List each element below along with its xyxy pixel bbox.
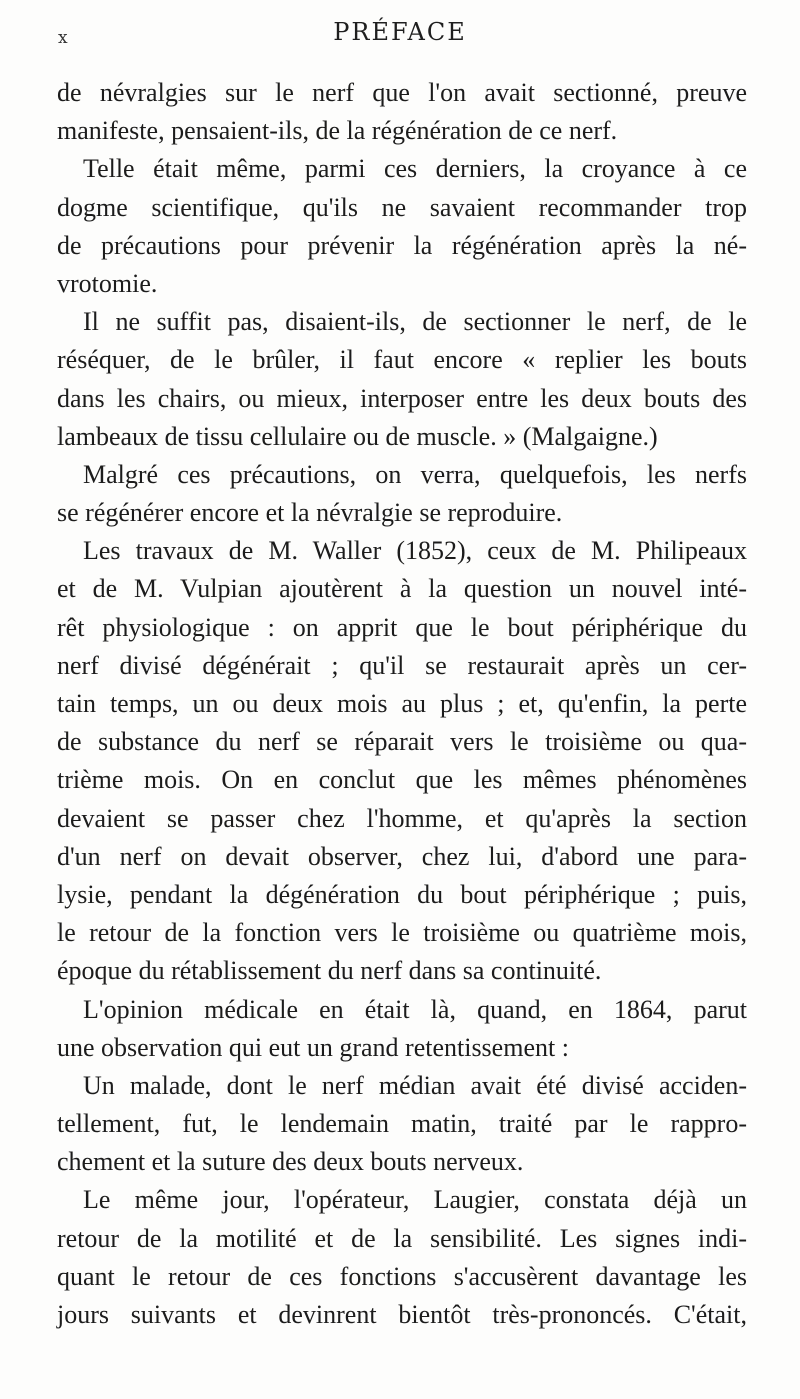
text-line: Telle était même, parmi ces derniers, la croyance à ce bbox=[83, 154, 747, 184]
text-line: une observation qui eut un grand retentissement : bbox=[57, 1032, 569, 1062]
text-line: de substance du nerf se réparait vers le troisième ou qua- bbox=[57, 727, 747, 757]
text-line: L'opinion médicale en était là, quand, en 1864, parut bbox=[83, 994, 747, 1024]
text-line: retour de la motilité et de la sensibilité. Les signes indi- bbox=[57, 1223, 747, 1253]
text-line: d'un nerf on devait observer, chez lui, d'abord une para- bbox=[57, 841, 747, 871]
text-line: et de M. Vulpian ajoutèrent à la question un nouvel inté- bbox=[57, 574, 747, 604]
page-header bbox=[0, 8, 800, 48]
text-line: lysie, pendant la dégénération du bout périphérique ; puis, bbox=[57, 879, 747, 909]
text-line: Il ne suffit pas, disaient-ils, de sectionner le nerf, de le bbox=[83, 307, 747, 337]
text-line: lambeaux de tissu cellulaire ou de muscle. » (Malgaigne.) bbox=[57, 421, 658, 451]
text-line: se régénérer encore et la névralgie se reproduire. bbox=[57, 498, 563, 528]
running-head: PRÉFACE bbox=[333, 18, 467, 46]
text-line: manifeste, pensaient-ils, de la régénération de ce nerf. bbox=[57, 116, 618, 146]
paragraph bbox=[57, 456, 747, 532]
text-line: quant le retour de ces fonctions s'accusèrent davantage les bbox=[57, 1261, 747, 1291]
text-line: tain temps, un ou deux mois au plus ; et, qu'enfin, la perte bbox=[57, 689, 747, 718]
text-line: tellement, fut, le lendemain matin, traité par le rappro- bbox=[57, 1109, 747, 1139]
text-line: Les travaux de M. Waller (1852), ceux de M. Philipeaux bbox=[83, 536, 747, 566]
text-line: réséquer, de le brûler, il faut encore « replier les bouts bbox=[57, 345, 747, 375]
text-line: chement et la suture des deux bouts nerveux. bbox=[57, 1147, 524, 1177]
body-text bbox=[57, 74, 747, 1334]
page-number: x bbox=[58, 28, 69, 48]
text-line: rêt physiologique : on apprit que le bout périphérique du bbox=[57, 612, 747, 642]
text-line: trième mois. On en conclut que les mêmes phénomènes bbox=[57, 765, 747, 795]
text-line: nerf divisé dégénérait ; qu'il se restaurait après un cer- bbox=[57, 650, 747, 680]
paragraph bbox=[57, 303, 747, 456]
paragraph bbox=[57, 150, 747, 303]
text-line: jours suivants et devinrent bientôt très-prononcés. C'était, bbox=[57, 1300, 747, 1329]
text-line: Un malade, dont le nerf médian avait été divisé acciden- bbox=[83, 1070, 747, 1100]
paragraph bbox=[57, 532, 747, 990]
text-line: dogme scientifique, qu'ils ne savaient recommander trop bbox=[57, 192, 747, 222]
text-line: devaient se passer chez l'homme, et qu'après la section bbox=[57, 803, 747, 833]
text-line: le retour de la fonction vers le troisième ou quatrième mois, bbox=[57, 918, 747, 948]
text-line: vrotomie. bbox=[57, 268, 158, 298]
paragraph bbox=[57, 1181, 747, 1334]
paragraph bbox=[57, 991, 747, 1067]
text-line: de névralgies sur le nerf que l'on avait sectionné, preuve bbox=[57, 78, 747, 107]
text-line: époque du rétablissement du nerf dans sa continuité. bbox=[57, 956, 602, 986]
text-line: de précautions pour prévenir la régénération après la né- bbox=[57, 230, 747, 260]
text-line: dans les chairs, ou mieux, interposer entre les deux bouts des bbox=[57, 383, 747, 413]
text-line: Le même jour, l'opérateur, Laugier, constata déjà un bbox=[83, 1185, 747, 1215]
paragraph bbox=[57, 1067, 747, 1182]
paragraph bbox=[57, 74, 747, 150]
text-line: Malgré ces précautions, on verra, quelquefois, les nerfs bbox=[83, 459, 747, 489]
